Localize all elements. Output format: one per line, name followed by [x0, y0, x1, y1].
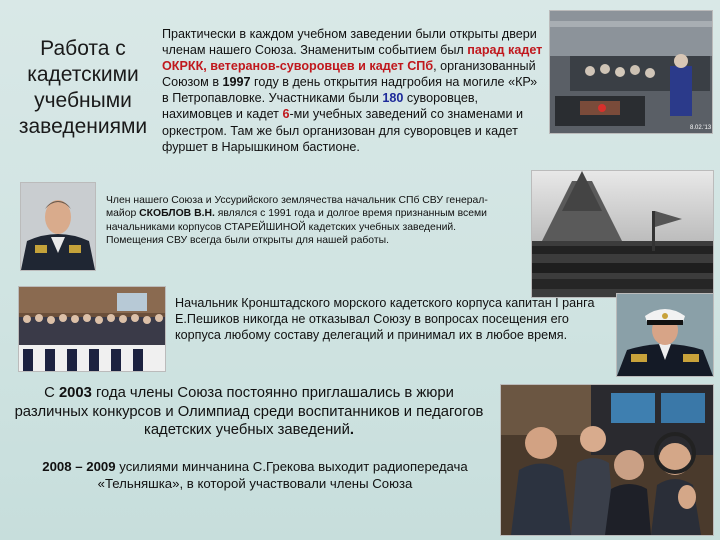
year-1997: 1997 — [222, 75, 251, 90]
photo-stamp: 8.02.'13 — [690, 125, 712, 131]
parade-paragraph: Практически в каждом учебном заведении были открыты двери членам нашего Союза. Знаменитым событием был парад кадет ОКРКК, ветеранов-суворовцев и кадет СПб, организованный Союзом в 1997 году в день открытия надгробия на могиле «КР» в Петропавловке. Участниками были 180 суворовцев, нахимовцев и кадет 6-ми учебных заведений со знаменами и оркестром. Там же был организован для суворовцев и кадет фуршет в Нарышкином бастионе. — [162, 27, 543, 154]
skoblov-paragraph: Член нашего Союза и Уссурийского землячества начальник СПб СВУ генерал-майор СКОБЛОВ В.Н. являлся с 1991 года и долгое время признанным всеми начальниками корпусов СТАРЕЙШИНОЙ кадетских учебных заведений. Помещения СВУ всегда были открыты для нашей работы. — [106, 195, 488, 247]
participants-count: 180 — [382, 91, 404, 106]
page-title: Работа с кадетскими учебными заведениями — [18, 37, 148, 138]
jury-paragraph: С 2003 года члены Союза постоянно приглашались в жюри различных конкурсов и Олимпиад среди воспитанников и педагогов кадетских учебных заведений. — [14, 385, 484, 439]
radio-paragraph: 2008 – 2009 усилиями минчанина С.Грекова выходит радиопередача «Тельняшка», в которой участвовали члены Союза — [42, 459, 468, 491]
ceremony-photo — [549, 10, 713, 134]
navy-captain-photo — [616, 293, 714, 377]
general-portrait-photo — [20, 182, 96, 271]
group-photo — [18, 286, 166, 372]
year-2003: 2003 — [58, 385, 92, 401]
cadets-parade-photo — [531, 170, 714, 298]
parade-highlight: парад кадет ОКРКК, ветеранов-суворовцев и кадет СПб — [162, 43, 543, 74]
peshikov-paragraph: Начальник Кронштадского морского кадетского корпуса капитан I ранга Е.Пешиков никогда не отказывал Союзу в вопросах посещения его корпуса любому составу делегаций и принимал их в любое время. — [175, 296, 595, 342]
years-2008-2009: 2008 – 2009 — [42, 459, 116, 474]
skoblov-name: СКОБЛОВ В.Н. — [139, 208, 215, 220]
schools-count: 6 — [282, 107, 290, 122]
radio-studio-photo — [500, 384, 714, 536]
